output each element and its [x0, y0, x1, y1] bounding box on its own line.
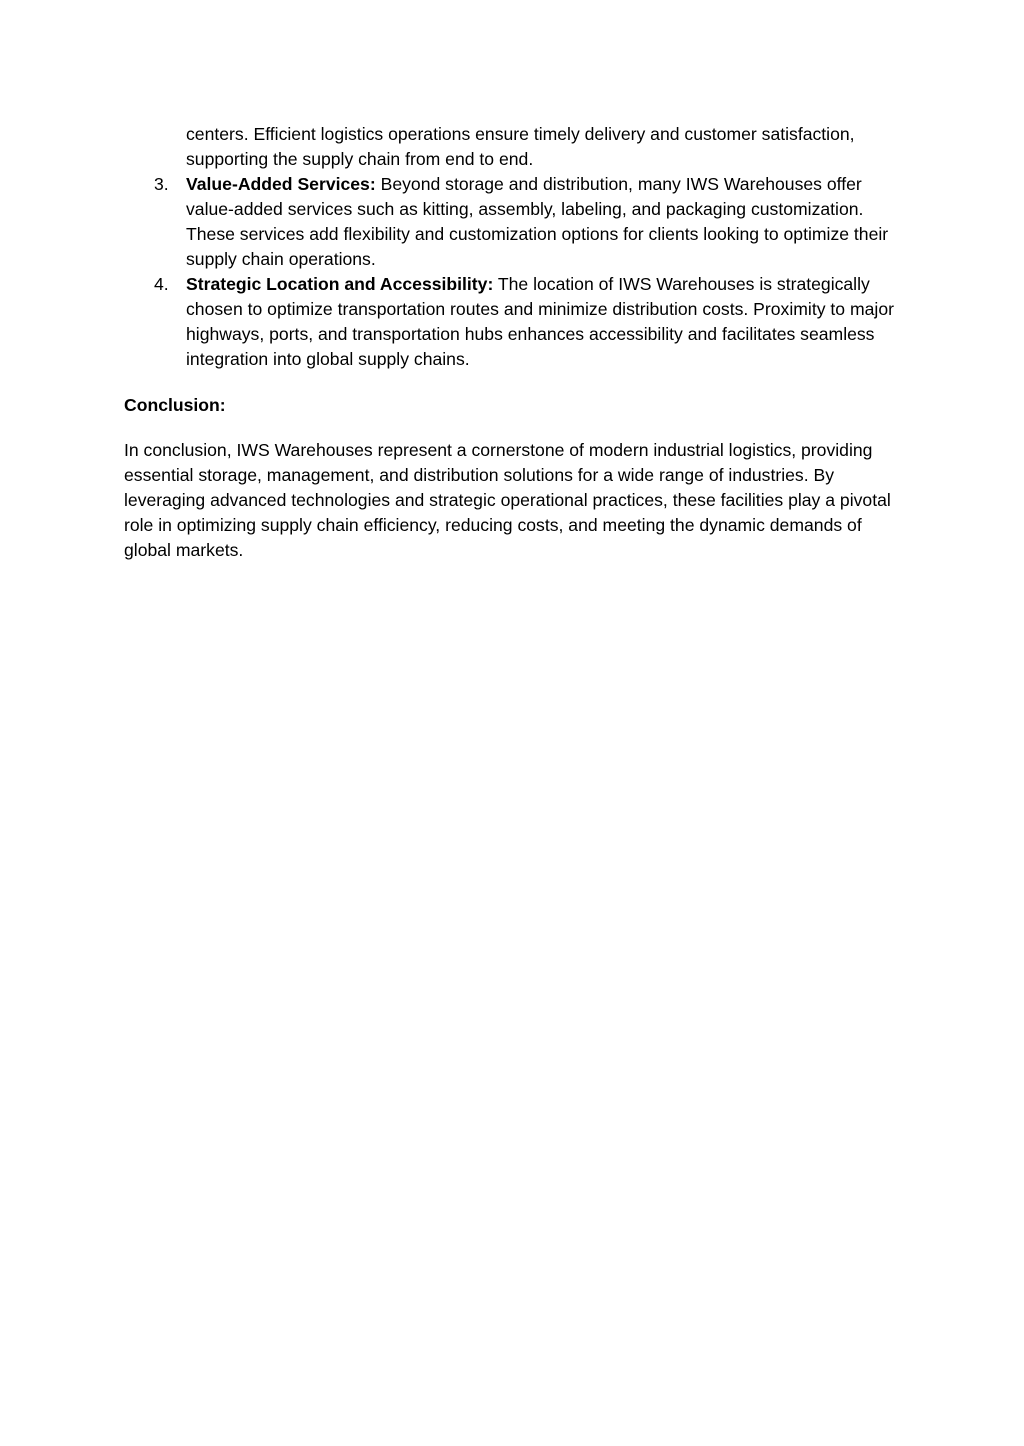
- list-item-term: Strategic Location and Accessibility:: [186, 274, 494, 294]
- list-item-text: Beyond storage and distribution, many IWS Warehouses offer value-added services such as kitting, assembly, labeling, and packaging customization. These services add flexibility and customization options for clients looking to optimize their supply chain operations.: [186, 174, 889, 269]
- conclusion-paragraph: In conclusion, IWS Warehouses represent a cornerstone of modern industrial logistics, providing essential storage, management, and distribution solutions for a wide range of industries. By leveraging advanced technologies and strategic operational practices, these facilities play a pivotal role in optimizing supply chain efficiency, reducing costs, and meeting the dynamic demands of global markets.: [124, 440, 891, 560]
- conclusion-heading: Conclusion:: [124, 395, 226, 415]
- list-item: [124, 172, 906, 272]
- numbered-list: [124, 172, 906, 372]
- list-item-continuation-text: centers. Efficient logistics operations ensure timely delivery and customer satisfaction, supporting the supply chain from end to end.: [186, 124, 855, 169]
- list-item-number: 3.: [154, 174, 169, 194]
- list-item-text: The location of IWS Warehouses is strategically chosen to optimize transportation routes and minimize distribution costs. Proximity to major highways, ports, and transportation hubs enhances accessibility and facilitates seamless integration into global supply chains.: [186, 274, 894, 369]
- list-item: [124, 272, 906, 372]
- list-item-term: Value-Added Services:: [186, 174, 376, 194]
- list-item-number: 4.: [154, 274, 169, 294]
